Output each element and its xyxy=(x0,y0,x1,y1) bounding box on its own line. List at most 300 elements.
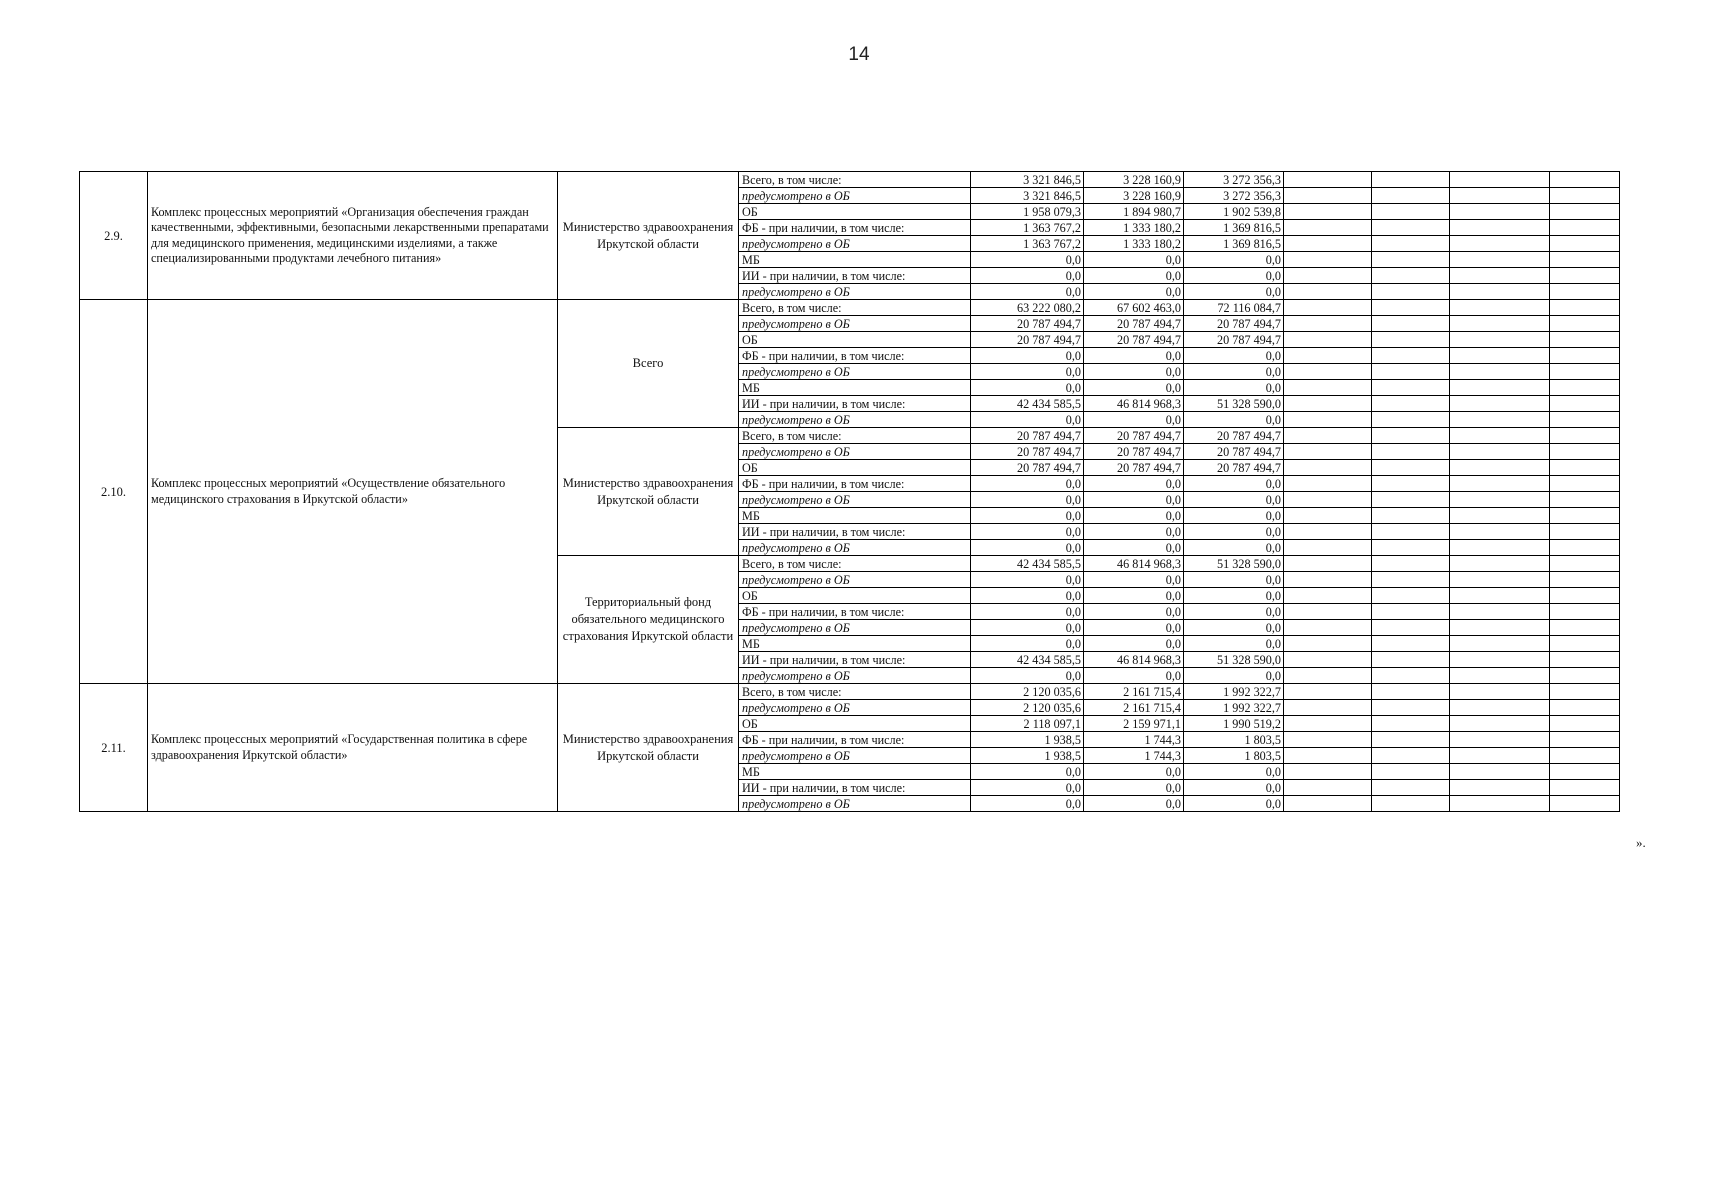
empty-cell xyxy=(1284,556,1372,572)
empty-cell xyxy=(1450,796,1550,812)
value-year-1: 0,0 xyxy=(971,492,1084,508)
empty-cell xyxy=(1284,428,1372,444)
funding-source-label: Всего, в том числе: xyxy=(739,300,971,316)
value-year-2: 0,0 xyxy=(1084,796,1184,812)
empty-cell xyxy=(1450,476,1550,492)
empty-cell xyxy=(1450,364,1550,380)
funding-source-label: ИИ - при наличии, в том числе: xyxy=(739,268,971,284)
empty-cell xyxy=(1450,540,1550,556)
value-year-1: 20 787 494,7 xyxy=(971,460,1084,476)
value-year-1: 42 434 585,5 xyxy=(971,652,1084,668)
funding-source-label: ОБ xyxy=(739,588,971,604)
empty-cell xyxy=(1284,524,1372,540)
empty-cell xyxy=(1550,684,1620,700)
funding-source-label: МБ xyxy=(739,508,971,524)
value-year-3: 1 803,5 xyxy=(1184,748,1284,764)
funding-source-label: предусмотрено в ОБ xyxy=(739,316,971,332)
empty-cell xyxy=(1550,588,1620,604)
value-year-2: 46 814 968,3 xyxy=(1084,556,1184,572)
empty-cell xyxy=(1550,188,1620,204)
empty-cell xyxy=(1450,508,1550,524)
funding-source-label: предусмотрено в ОБ xyxy=(739,236,971,252)
empty-cell xyxy=(1372,556,1450,572)
empty-cell xyxy=(1372,764,1450,780)
funding-source-label: МБ xyxy=(739,764,971,780)
value-year-3: 1 803,5 xyxy=(1184,732,1284,748)
funding-source-label: МБ xyxy=(739,380,971,396)
empty-cell xyxy=(1284,716,1372,732)
value-year-3: 0,0 xyxy=(1184,572,1284,588)
empty-cell xyxy=(1372,380,1450,396)
value-year-2: 46 814 968,3 xyxy=(1084,652,1184,668)
value-year-3: 0,0 xyxy=(1184,268,1284,284)
funding-source-label: ОБ xyxy=(739,460,971,476)
value-year-1: 0,0 xyxy=(971,604,1084,620)
funding-source-label: ИИ - при наличии, в том числе: xyxy=(739,652,971,668)
empty-cell xyxy=(1372,732,1450,748)
empty-cell xyxy=(1372,300,1450,316)
value-year-3: 0,0 xyxy=(1184,620,1284,636)
empty-cell xyxy=(1550,524,1620,540)
value-year-1: 0,0 xyxy=(971,780,1084,796)
page-number: 14 xyxy=(848,44,870,65)
empty-cell xyxy=(1450,332,1550,348)
empty-cell xyxy=(1284,572,1372,588)
value-year-1: 42 434 585,5 xyxy=(971,396,1084,412)
value-year-2: 3 228 160,9 xyxy=(1084,188,1184,204)
empty-cell xyxy=(1284,412,1372,428)
empty-cell xyxy=(1450,188,1550,204)
empty-cell xyxy=(1284,620,1372,636)
value-year-2: 1 744,3 xyxy=(1084,748,1184,764)
funding-source-label: предусмотрено в ОБ xyxy=(739,492,971,508)
funding-source-label: Всего, в том числе: xyxy=(739,172,971,188)
value-year-2: 0,0 xyxy=(1084,604,1184,620)
item-number: 2.10. xyxy=(80,300,148,684)
value-year-2: 20 787 494,7 xyxy=(1084,460,1184,476)
value-year-3: 0,0 xyxy=(1184,636,1284,652)
empty-cell xyxy=(1372,220,1450,236)
empty-cell xyxy=(1372,716,1450,732)
empty-cell xyxy=(1372,412,1450,428)
measure-name: Комплекс процессных мероприятий «Осуществление обязательного медицинского страхования в Иркутской области» xyxy=(148,300,558,684)
empty-cell xyxy=(1372,348,1450,364)
value-year-2: 1 894 980,7 xyxy=(1084,204,1184,220)
empty-cell xyxy=(1372,444,1450,460)
empty-cell xyxy=(1450,412,1550,428)
item-number: 2.9. xyxy=(80,172,148,300)
empty-cell xyxy=(1450,684,1550,700)
value-year-3: 0,0 xyxy=(1184,780,1284,796)
empty-cell xyxy=(1372,188,1450,204)
value-year-3: 20 787 494,7 xyxy=(1184,460,1284,476)
value-year-3: 0,0 xyxy=(1184,796,1284,812)
empty-cell xyxy=(1284,588,1372,604)
empty-cell xyxy=(1450,444,1550,460)
funding-source-label: предусмотрено в ОБ xyxy=(739,412,971,428)
empty-cell xyxy=(1372,284,1450,300)
empty-cell xyxy=(1372,604,1450,620)
value-year-3: 0,0 xyxy=(1184,348,1284,364)
value-year-1: 20 787 494,7 xyxy=(971,316,1084,332)
value-year-3: 0,0 xyxy=(1184,524,1284,540)
funding-source-label: предусмотрено в ОБ xyxy=(739,700,971,716)
value-year-3: 0,0 xyxy=(1184,588,1284,604)
table-row xyxy=(80,300,1620,316)
empty-cell xyxy=(1284,540,1372,556)
empty-cell xyxy=(1550,364,1620,380)
empty-cell xyxy=(1372,316,1450,332)
empty-cell xyxy=(1284,252,1372,268)
empty-cell xyxy=(1550,300,1620,316)
empty-cell xyxy=(1550,332,1620,348)
empty-cell xyxy=(1372,620,1450,636)
empty-cell xyxy=(1284,204,1372,220)
value-year-3: 51 328 590,0 xyxy=(1184,556,1284,572)
empty-cell xyxy=(1450,492,1550,508)
funding-source-label: предусмотрено в ОБ xyxy=(739,284,971,300)
empty-cell xyxy=(1550,572,1620,588)
value-year-1: 2 120 035,6 xyxy=(971,684,1084,700)
value-year-3: 0,0 xyxy=(1184,508,1284,524)
empty-cell xyxy=(1550,732,1620,748)
value-year-3: 0,0 xyxy=(1184,380,1284,396)
measure-name: Комплекс процессных мероприятий «Государственная политика в сфере здравоохранения Иркутской области» xyxy=(148,684,558,812)
value-year-2: 20 787 494,7 xyxy=(1084,444,1184,460)
empty-cell xyxy=(1372,588,1450,604)
empty-cell xyxy=(1550,444,1620,460)
value-year-3: 0,0 xyxy=(1184,540,1284,556)
closing-quote-mark: ». xyxy=(1636,835,1646,850)
value-year-2: 0,0 xyxy=(1084,764,1184,780)
value-year-3: 0,0 xyxy=(1184,252,1284,268)
empty-cell xyxy=(1550,604,1620,620)
value-year-2: 1 744,3 xyxy=(1084,732,1184,748)
empty-cell xyxy=(1372,332,1450,348)
value-year-3: 3 272 356,3 xyxy=(1184,188,1284,204)
value-year-2: 0,0 xyxy=(1084,380,1184,396)
empty-cell xyxy=(1550,636,1620,652)
value-year-2: 0,0 xyxy=(1084,284,1184,300)
funding-source-label: предусмотрено в ОБ xyxy=(739,540,971,556)
funding-source-label: МБ xyxy=(739,636,971,652)
value-year-1: 1 363 767,2 xyxy=(971,220,1084,236)
empty-cell xyxy=(1450,220,1550,236)
measure-name: Комплекс процессных мероприятий «Организация обеспечения граждан качественными, эффективными, безопасными лекарственными препаратами для медицинского применения, медицинскими изделиями, а также специализированными продуктами лечебного питания» xyxy=(148,172,558,300)
value-year-2: 0,0 xyxy=(1084,540,1184,556)
value-year-1: 20 787 494,7 xyxy=(971,444,1084,460)
funding-source-label: предусмотрено в ОБ xyxy=(739,748,971,764)
empty-cell xyxy=(1550,412,1620,428)
funding-source-label: Всего, в том числе: xyxy=(739,556,971,572)
empty-cell xyxy=(1550,668,1620,684)
value-year-2: 0,0 xyxy=(1084,364,1184,380)
value-year-1: 63 222 080,2 xyxy=(971,300,1084,316)
empty-cell xyxy=(1450,732,1550,748)
value-year-3: 20 787 494,7 xyxy=(1184,316,1284,332)
empty-cell xyxy=(1550,492,1620,508)
empty-cell xyxy=(1284,764,1372,780)
executor-name: Министерство здравоохранения Иркутской области xyxy=(558,428,739,556)
value-year-3: 0,0 xyxy=(1184,492,1284,508)
value-year-1: 0,0 xyxy=(971,412,1084,428)
empty-cell xyxy=(1284,316,1372,332)
empty-cell xyxy=(1550,284,1620,300)
empty-cell xyxy=(1284,284,1372,300)
empty-cell xyxy=(1450,652,1550,668)
value-year-1: 1 958 079,3 xyxy=(971,204,1084,220)
empty-cell xyxy=(1284,748,1372,764)
funding-source-label: ФБ - при наличии, в том числе: xyxy=(739,732,971,748)
value-year-1: 0,0 xyxy=(971,796,1084,812)
empty-cell xyxy=(1372,540,1450,556)
value-year-3: 0,0 xyxy=(1184,668,1284,684)
empty-cell xyxy=(1450,204,1550,220)
value-year-3: 1 990 519,2 xyxy=(1184,716,1284,732)
value-year-2: 0,0 xyxy=(1084,588,1184,604)
empty-cell xyxy=(1550,204,1620,220)
empty-cell xyxy=(1284,188,1372,204)
value-year-1: 42 434 585,5 xyxy=(971,556,1084,572)
value-year-1: 0,0 xyxy=(971,668,1084,684)
value-year-3: 3 272 356,3 xyxy=(1184,172,1284,188)
value-year-1: 0,0 xyxy=(971,252,1084,268)
value-year-2: 20 787 494,7 xyxy=(1084,428,1184,444)
value-year-3: 0,0 xyxy=(1184,764,1284,780)
value-year-1: 20 787 494,7 xyxy=(971,332,1084,348)
value-year-3: 0,0 xyxy=(1184,412,1284,428)
empty-cell xyxy=(1450,252,1550,268)
funding-source-label: ФБ - при наличии, в том числе: xyxy=(739,220,971,236)
value-year-2: 2 161 715,4 xyxy=(1084,684,1184,700)
empty-cell xyxy=(1372,508,1450,524)
empty-cell xyxy=(1284,636,1372,652)
value-year-3: 20 787 494,7 xyxy=(1184,428,1284,444)
empty-cell xyxy=(1372,668,1450,684)
table-row xyxy=(80,684,1620,700)
funding-source-label: ФБ - при наличии, в том числе: xyxy=(739,476,971,492)
funding-source-label: ИИ - при наличии, в том числе: xyxy=(739,780,971,796)
item-number: 2.11. xyxy=(80,684,148,812)
empty-cell xyxy=(1284,236,1372,252)
value-year-1: 0,0 xyxy=(971,364,1084,380)
value-year-1: 20 787 494,7 xyxy=(971,428,1084,444)
empty-cell xyxy=(1284,220,1372,236)
empty-cell xyxy=(1284,380,1372,396)
value-year-2: 67 602 463,0 xyxy=(1084,300,1184,316)
value-year-3: 1 369 816,5 xyxy=(1184,220,1284,236)
value-year-1: 0,0 xyxy=(971,380,1084,396)
empty-cell xyxy=(1284,796,1372,812)
empty-cell xyxy=(1550,508,1620,524)
value-year-1: 1 938,5 xyxy=(971,732,1084,748)
value-year-2: 0,0 xyxy=(1084,492,1184,508)
empty-cell xyxy=(1450,524,1550,540)
value-year-1: 1 938,5 xyxy=(971,748,1084,764)
empty-cell xyxy=(1550,460,1620,476)
empty-cell xyxy=(1284,396,1372,412)
empty-cell xyxy=(1450,668,1550,684)
empty-cell xyxy=(1284,476,1372,492)
value-year-2: 3 228 160,9 xyxy=(1084,172,1184,188)
value-year-2: 0,0 xyxy=(1084,524,1184,540)
empty-cell xyxy=(1550,716,1620,732)
value-year-3: 0,0 xyxy=(1184,604,1284,620)
value-year-2: 0,0 xyxy=(1084,476,1184,492)
empty-cell xyxy=(1450,268,1550,284)
empty-cell xyxy=(1550,796,1620,812)
empty-cell xyxy=(1284,780,1372,796)
value-year-3: 1 992 322,7 xyxy=(1184,684,1284,700)
empty-cell xyxy=(1550,428,1620,444)
empty-cell xyxy=(1372,268,1450,284)
funding-source-label: ОБ xyxy=(739,716,971,732)
value-year-1: 3 321 846,5 xyxy=(971,172,1084,188)
value-year-2: 0,0 xyxy=(1084,268,1184,284)
empty-cell xyxy=(1372,524,1450,540)
empty-cell xyxy=(1550,780,1620,796)
value-year-1: 0,0 xyxy=(971,764,1084,780)
empty-cell xyxy=(1550,380,1620,396)
empty-cell xyxy=(1450,764,1550,780)
empty-cell xyxy=(1372,204,1450,220)
empty-cell xyxy=(1550,652,1620,668)
empty-cell xyxy=(1550,348,1620,364)
empty-cell xyxy=(1284,348,1372,364)
empty-cell xyxy=(1372,684,1450,700)
value-year-2: 1 333 180,2 xyxy=(1084,236,1184,252)
value-year-3: 0,0 xyxy=(1184,284,1284,300)
empty-cell xyxy=(1450,588,1550,604)
value-year-2: 0,0 xyxy=(1084,572,1184,588)
empty-cell xyxy=(1450,380,1550,396)
value-year-2: 20 787 494,7 xyxy=(1084,316,1184,332)
empty-cell xyxy=(1372,572,1450,588)
empty-cell xyxy=(1550,476,1620,492)
value-year-1: 0,0 xyxy=(971,284,1084,300)
value-year-1: 0,0 xyxy=(971,588,1084,604)
funding-source-label: ФБ - при наличии, в том числе: xyxy=(739,604,971,620)
empty-cell xyxy=(1550,268,1620,284)
empty-cell xyxy=(1550,620,1620,636)
empty-cell xyxy=(1284,268,1372,284)
value-year-2: 0,0 xyxy=(1084,348,1184,364)
funding-source-label: предусмотрено в ОБ xyxy=(739,796,971,812)
value-year-2: 0,0 xyxy=(1084,668,1184,684)
value-year-1: 0,0 xyxy=(971,268,1084,284)
executor-name: Всего xyxy=(558,300,739,428)
funding-source-label: ИИ - при наличии, в том числе: xyxy=(739,396,971,412)
executor-name: Министерство здравоохранения Иркутской области xyxy=(558,684,739,812)
empty-cell xyxy=(1372,476,1450,492)
value-year-1: 2 120 035,6 xyxy=(971,700,1084,716)
empty-cell xyxy=(1372,780,1450,796)
empty-cell xyxy=(1284,460,1372,476)
empty-cell xyxy=(1372,252,1450,268)
executor-name: Территориальный фонд обязательного медицинского страхования Иркутской области xyxy=(558,556,739,684)
value-year-3: 51 328 590,0 xyxy=(1184,652,1284,668)
budget-table xyxy=(79,171,1620,812)
value-year-1: 1 363 767,2 xyxy=(971,236,1084,252)
funding-source-label: Всего, в том числе: xyxy=(739,684,971,700)
empty-cell xyxy=(1284,700,1372,716)
empty-cell xyxy=(1284,508,1372,524)
empty-cell xyxy=(1284,652,1372,668)
empty-cell xyxy=(1550,556,1620,572)
value-year-2: 2 159 971,1 xyxy=(1084,716,1184,732)
empty-cell xyxy=(1284,492,1372,508)
empty-cell xyxy=(1450,604,1550,620)
empty-cell xyxy=(1284,364,1372,380)
value-year-2: 0,0 xyxy=(1084,620,1184,636)
value-year-1: 0,0 xyxy=(971,572,1084,588)
empty-cell xyxy=(1284,172,1372,188)
value-year-2: 20 787 494,7 xyxy=(1084,332,1184,348)
value-year-2: 0,0 xyxy=(1084,412,1184,428)
empty-cell xyxy=(1450,572,1550,588)
empty-cell xyxy=(1550,700,1620,716)
funding-source-label: предусмотрено в ОБ xyxy=(739,444,971,460)
empty-cell xyxy=(1450,428,1550,444)
empty-cell xyxy=(1284,684,1372,700)
empty-cell xyxy=(1450,348,1550,364)
value-year-2: 0,0 xyxy=(1084,508,1184,524)
empty-cell xyxy=(1372,460,1450,476)
value-year-2: 2 161 715,4 xyxy=(1084,700,1184,716)
empty-cell xyxy=(1550,396,1620,412)
empty-cell xyxy=(1450,236,1550,252)
value-year-2: 0,0 xyxy=(1084,636,1184,652)
empty-cell xyxy=(1284,732,1372,748)
value-year-1: 0,0 xyxy=(971,620,1084,636)
value-year-3: 20 787 494,7 xyxy=(1184,444,1284,460)
empty-cell xyxy=(1450,396,1550,412)
value-year-2: 0,0 xyxy=(1084,780,1184,796)
table-row xyxy=(80,172,1620,188)
value-year-3: 1 902 539,8 xyxy=(1184,204,1284,220)
empty-cell xyxy=(1372,236,1450,252)
funding-source-label: предусмотрено в ОБ xyxy=(739,364,971,380)
empty-cell xyxy=(1284,444,1372,460)
value-year-2: 0,0 xyxy=(1084,252,1184,268)
empty-cell xyxy=(1372,700,1450,716)
empty-cell xyxy=(1372,396,1450,412)
value-year-1: 0,0 xyxy=(971,476,1084,492)
value-year-1: 0,0 xyxy=(971,524,1084,540)
executor-name: Министерство здравоохранения Иркутской области xyxy=(558,172,739,300)
empty-cell xyxy=(1372,636,1450,652)
empty-cell xyxy=(1550,316,1620,332)
empty-cell xyxy=(1550,252,1620,268)
empty-cell xyxy=(1550,540,1620,556)
empty-cell xyxy=(1450,284,1550,300)
value-year-1: 0,0 xyxy=(971,636,1084,652)
value-year-1: 2 118 097,1 xyxy=(971,716,1084,732)
empty-cell xyxy=(1372,652,1450,668)
empty-cell xyxy=(1372,172,1450,188)
value-year-1: 3 321 846,5 xyxy=(971,188,1084,204)
value-year-2: 46 814 968,3 xyxy=(1084,396,1184,412)
value-year-3: 0,0 xyxy=(1184,364,1284,380)
empty-cell xyxy=(1372,492,1450,508)
funding-source-label: МБ xyxy=(739,252,971,268)
funding-source-label: ФБ - при наличии, в том числе: xyxy=(739,348,971,364)
empty-cell xyxy=(1550,748,1620,764)
funding-source-label: предусмотрено в ОБ xyxy=(739,572,971,588)
value-year-1: 0,0 xyxy=(971,540,1084,556)
empty-cell xyxy=(1450,300,1550,316)
value-year-2: 1 333 180,2 xyxy=(1084,220,1184,236)
